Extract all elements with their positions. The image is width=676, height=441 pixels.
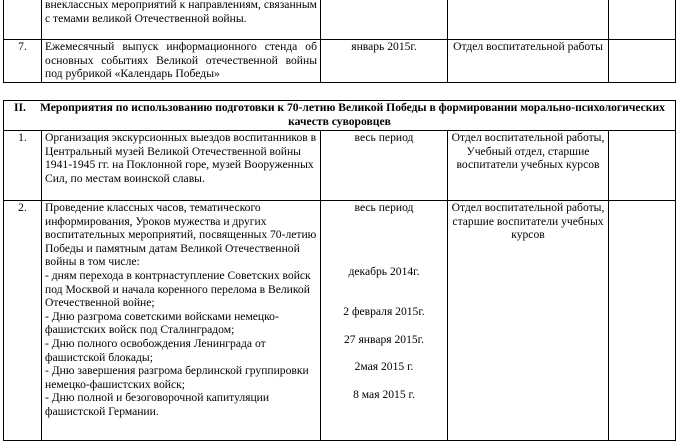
- date-text: декабрь 2014г.: [348, 264, 420, 278]
- date-text: 8 мая 2015 г.: [353, 387, 415, 401]
- responsible-cell: Отдел воспитательной работы, Учебный отдел, старшие воспитатели учебных курсов: [448, 131, 609, 201]
- events-table-top: [3, 0, 676, 83]
- note-cell: [609, 131, 676, 201]
- row-number-cell: 1.: [4, 131, 42, 201]
- event-cell: [42, 201, 321, 441]
- note-cell: [609, 0, 676, 40]
- events-table-section-2: [3, 100, 676, 441]
- event-intro: Проведение классных часов, тематического информирования, Уроков мужества и других воспитательных мероприятий, посвященных 70-летию Победы и памятным датам Великой Отечественной войны в том числе:: [45, 201, 317, 269]
- section-number: II.: [14, 101, 26, 114]
- table-row: [4, 131, 676, 201]
- date-cell: [321, 201, 448, 441]
- responsible-cell: Отдел воспитательной работы: [448, 40, 609, 83]
- row-number-cell: 7.: [4, 40, 42, 83]
- list-item: - дням перехода в контрнаступление Советских войск под Москвой и начала коренного перелома в Великой Отечественной войне;: [45, 268, 311, 310]
- note-cell: [609, 201, 676, 441]
- list-item: - Дню полной и безоговорочной капитуляции фашистской Германии.: [45, 391, 270, 418]
- date-cell: весь период: [321, 131, 448, 201]
- list-item: - Дню завершения разгрома берлинской группировки немецко-фашистских войск;: [45, 364, 309, 391]
- table-row: [4, 201, 676, 441]
- date-text: 27 января 2015г.: [343, 332, 425, 346]
- row-number-cell: 2.: [4, 201, 42, 441]
- table-row: [4, 40, 676, 83]
- date-cell: январь 2015г.: [321, 40, 448, 83]
- list-item: - Дню полного освобождения Ленинграда от фашистской блокады;: [45, 336, 266, 364]
- section-header-row: [4, 101, 676, 131]
- table-row: [4, 0, 676, 40]
- period-text: весь период: [354, 201, 414, 214]
- event-cell: Ежемесячный выпуск информационного стенда об основных событиях Великой отечественной войны под рубрикой «Календарь Победы»: [42, 40, 321, 83]
- date-cell: [321, 0, 448, 40]
- event-cell: Организация экскурсионных выездов воспитанников в Центральный музей Великой Отечественной войны 1941-1945 гг. на Поклонной горе, музей Вооруженных Сил, по местам воинской славы.: [42, 131, 321, 201]
- section-header: [4, 101, 676, 131]
- list-item: - Дню разгрома советскими войсками немецко-фашистских войск под Сталинградом;: [45, 309, 279, 337]
- section-title: Мероприятия по использованию подготовки к 70-летию Великой Победы в формировании морально-психологических качеств суворовцев: [39, 101, 665, 128]
- responsible-cell: [448, 0, 609, 40]
- event-cell: внеклассных мероприятий к направлениям, связанным с темами великой Отечественной войны.: [42, 0, 321, 40]
- note-cell: [609, 40, 676, 83]
- date-text: 2 февраля 2015г.: [343, 305, 425, 319]
- row-number-cell: [4, 0, 42, 40]
- date-text: 2мая 2015 г.: [354, 360, 414, 374]
- responsible-cell: Отдел воспитательной работы, старшие воспитатели учебных курсов: [448, 201, 609, 441]
